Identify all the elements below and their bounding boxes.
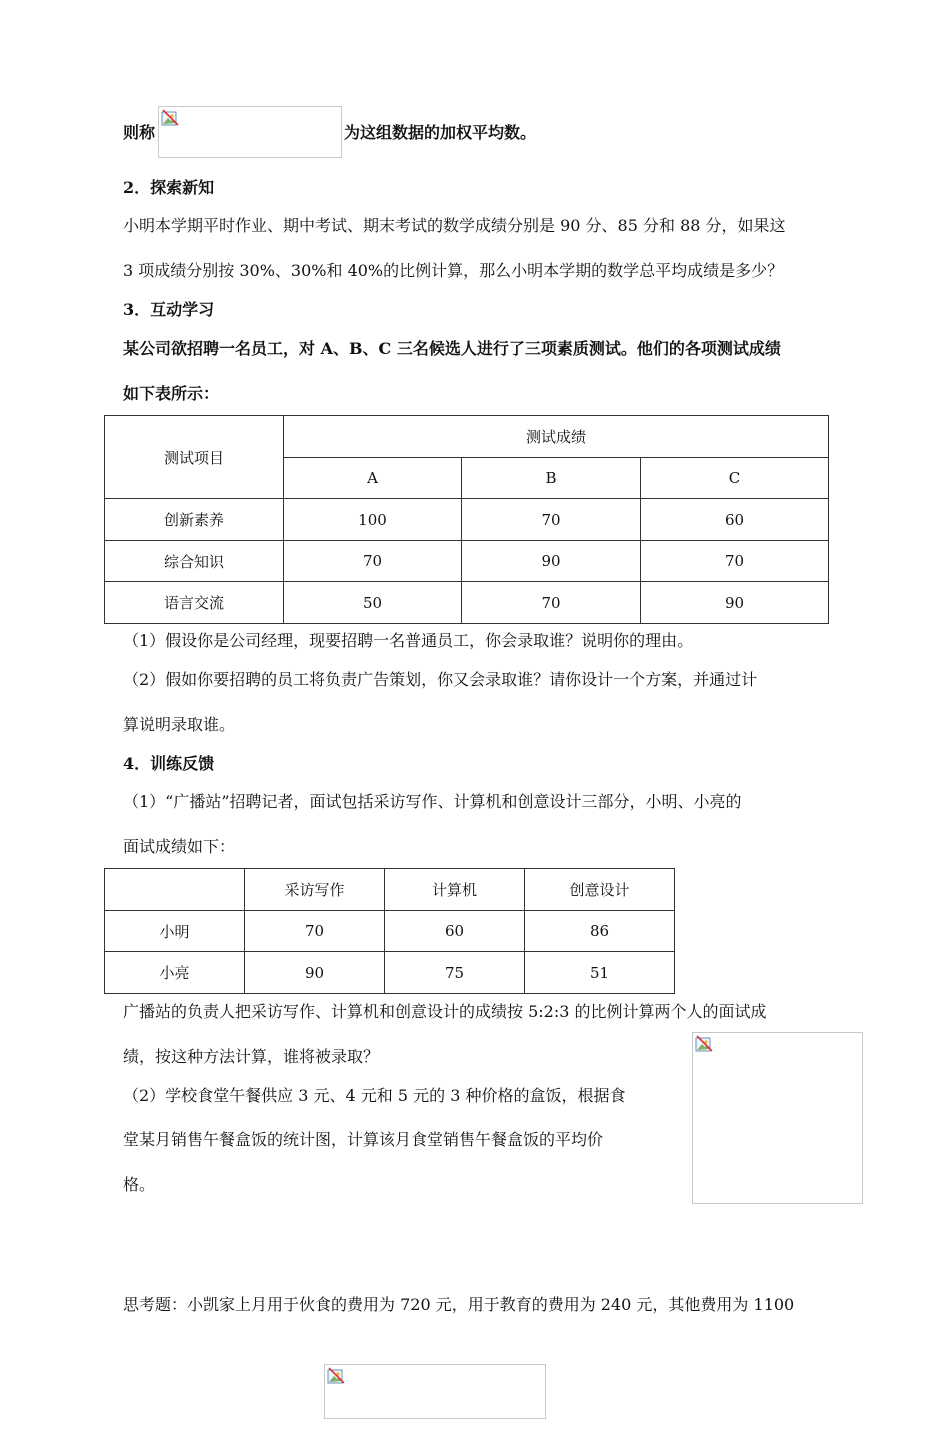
table-row <box>105 499 829 541</box>
header-interview-writing: 采访写作 <box>245 869 385 911</box>
cell-value: 70 <box>462 499 641 541</box>
section3-heading: 3．互动学习 <box>123 300 215 319</box>
problem-2-line1: （2）学校食堂午餐供应 3 元、4 元和 5 元的 3 种价格的盒饭，根据食 <box>123 1086 626 1105</box>
cell-value: 51 <box>525 952 675 994</box>
header-test-item: 测试项目 <box>105 416 284 499</box>
table-row <box>105 952 675 994</box>
cell-value: 90 <box>641 582 829 624</box>
cell-value: 100 <box>284 499 462 541</box>
section2-text-line2: 3 项成绩分别按 30%、30%和 40%的比例计算，那么小明本学期的数学总平均成绩是多少？ <box>123 261 784 280</box>
cell-value: 60 <box>385 911 525 952</box>
problem-1-line2: 面试成绩如下： <box>123 837 236 856</box>
cell-value: 70 <box>641 541 829 582</box>
cell-value: 90 <box>245 952 385 994</box>
interview-score-table <box>104 868 675 994</box>
section3-text-line1: 某公司欲招聘一名员工，对 A、B、C 三名候选人进行了三项素质测试。他们的各项测试成绩 <box>123 339 781 358</box>
row-item: 综合知识 <box>105 541 284 582</box>
section3-text-line2: 如下表所示： <box>123 384 220 403</box>
problem-2-line3: 格。 <box>123 1175 156 1194</box>
question-2-line1: （2）假如你要招聘的员工将负责广告策划，你又会录取谁？请你设计一个方案，并通过计 <box>123 670 758 689</box>
question-2-line2: 算说明录取谁。 <box>123 715 236 734</box>
question-1: （1）假设你是公司经理，现要招聘一名普通员工，你会录取谁？说明你的理由。 <box>123 631 694 650</box>
cell-value: 86 <box>525 911 675 952</box>
problem-2-line2: 堂某月销售午餐盒饭的统计图，计算该月食堂销售午餐盒饭的平均价 <box>123 1130 604 1149</box>
cell-value: 90 <box>462 541 641 582</box>
header-candidate-a: A <box>284 458 462 499</box>
problem-1-line1: （1）“广播站”招聘记者，面试包括采访写作、计算机和创意设计三部分，小明、小亮的 <box>123 792 742 811</box>
bottom-image <box>324 1364 546 1419</box>
cell-value: 70 <box>245 911 385 952</box>
cell-value: 60 <box>641 499 829 541</box>
header-creative-design: 创意设计 <box>525 869 675 911</box>
intro-prefix: 则称 <box>123 123 156 142</box>
problem-1-after-line1: 广播站的负责人把采访写作、计算机和创意设计的成绩按 5:2:3 的比例计算两个人的面试成 <box>123 1002 767 1021</box>
header-computer: 计算机 <box>385 869 525 911</box>
section4-heading: 4．训练反馈 <box>123 754 215 773</box>
table-row <box>105 541 829 582</box>
row-item: 语言交流 <box>105 582 284 624</box>
broken-image-icon <box>695 1035 713 1053</box>
statistics-chart-image <box>692 1032 863 1204</box>
candidate-score-table <box>104 415 829 624</box>
cell-value: 70 <box>462 582 641 624</box>
header-test-score: 测试成绩 <box>284 416 829 458</box>
intro-suffix: 为这组数据的加权平均数。 <box>344 123 537 142</box>
header-candidate-b: B <box>462 458 641 499</box>
broken-image-icon <box>327 1367 345 1385</box>
section2-text-line1: 小明本学期平时作业、期中考试、期末考试的数学成绩分别是 90 分、85 分和 88 分，如果这 <box>123 216 786 235</box>
cell-value: 75 <box>385 952 525 994</box>
section2-heading: 2．探索新知 <box>123 178 215 197</box>
header-candidate-c: C <box>641 458 829 499</box>
table-row <box>105 582 829 624</box>
broken-image-icon <box>161 109 179 127</box>
row-name: 小明 <box>105 911 245 952</box>
formula-image <box>158 106 342 158</box>
header-empty <box>105 869 245 911</box>
table-row <box>105 911 675 952</box>
cell-value: 70 <box>284 541 462 582</box>
problem-1-after-line2: 绩，按这种方法计算，谁将被录取？ <box>123 1047 380 1066</box>
thinking-question-line1: 思考题：小凯家上月用于伙食的费用为 720 元，用于教育的费用为 240 元，其他费用为 1100 <box>123 1295 795 1314</box>
row-item: 创新素养 <box>105 499 284 541</box>
cell-value: 50 <box>284 582 462 624</box>
row-name: 小亮 <box>105 952 245 994</box>
